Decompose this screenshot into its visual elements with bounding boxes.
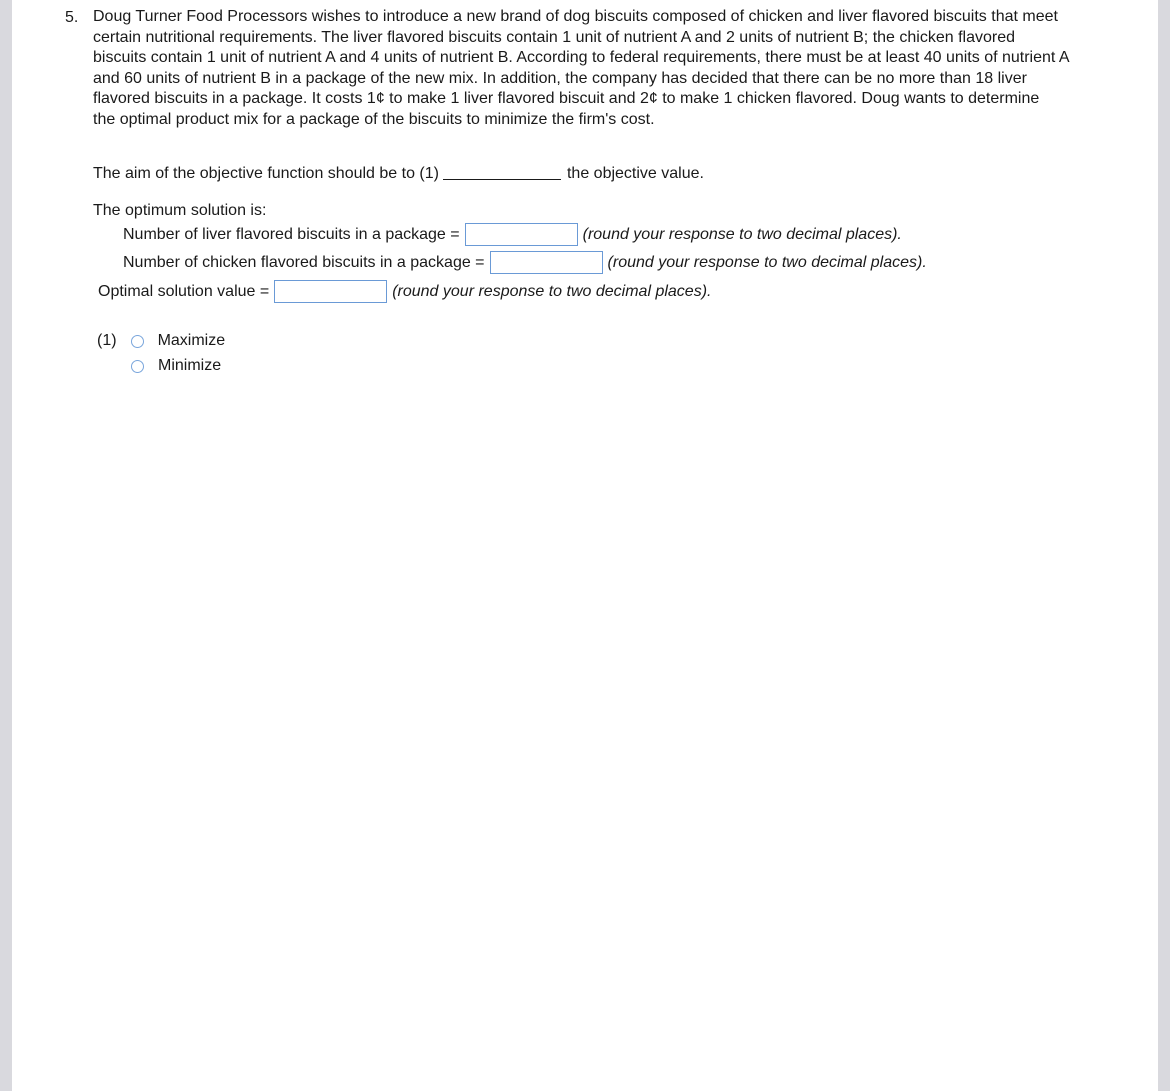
- objective-answer-blank[interactable]: [443, 179, 561, 180]
- rounding-hint: (round your response to two decimal places).: [607, 253, 927, 271]
- maximize-radio[interactable]: [131, 335, 144, 348]
- problem-line: and 60 units of nutrient B in a package of the new mix. In addition, the company has decided that there can be no more than 18 liver: [93, 69, 1027, 87]
- option-marker: (1): [97, 332, 117, 349]
- optimal-value-label: Optimal solution value =: [98, 282, 270, 300]
- problem-line: flavored biscuits in a package. It costs 1¢ to make 1 liver flavored biscuit and 2¢ to make 1 chicken flavored. Doug wants to determine: [93, 90, 1040, 108]
- liver-answer-input[interactable]: [465, 223, 578, 246]
- option-row-minimize[interactable]: [131, 356, 221, 376]
- maximize-label[interactable]: Maximize: [157, 332, 226, 349]
- chicken-answer-input[interactable]: [490, 251, 603, 274]
- option-row-maximize[interactable]: [97, 331, 225, 351]
- rounding-hint: (round your response to two decimal places).: [392, 282, 712, 300]
- worksheet-page: [12, 0, 1158, 1091]
- problem-line: Doug Turner Food Processors wishes to introduce a new brand of dog biscuits composed of chicken and liver flavored biscuits that meet: [93, 8, 1058, 25]
- optimal-value-input[interactable]: [274, 280, 387, 303]
- objective-suffix: the objective value.: [566, 165, 704, 182]
- optimal-value-row: [98, 280, 711, 303]
- chicken-row: [123, 251, 927, 274]
- liver-row: [123, 223, 902, 246]
- problem-line: certain nutritional requirements. The liver flavored biscuits contain 1 unit of nutrient A and 2 units of nutrient B; the chicken flavored: [93, 28, 1015, 46]
- objective-prefix: The aim of the objective function should be to (1): [93, 165, 439, 182]
- liver-label: Number of liver flavored biscuits in a package =: [123, 225, 460, 243]
- minimize-label[interactable]: Minimize: [158, 357, 222, 374]
- problem-statement: [93, 7, 1123, 131]
- question-number: 5.: [65, 9, 79, 26]
- rounding-hint: (round your response to two decimal places).: [582, 225, 902, 243]
- problem-line: the optimal product mix for a package of the biscuits to minimize the firm's cost.: [93, 110, 655, 128]
- objective-sentence: [93, 164, 704, 184]
- chicken-label: Number of chicken flavored biscuits in a package =: [123, 253, 485, 271]
- solution-heading: The optimum solution is:: [93, 202, 267, 219]
- minimize-radio[interactable]: [131, 360, 144, 373]
- problem-line: biscuits contain 1 unit of nutrient A and 4 units of nutrient B. According to federal requirements, there must be at least 40 units of nutrient A: [93, 49, 1070, 67]
